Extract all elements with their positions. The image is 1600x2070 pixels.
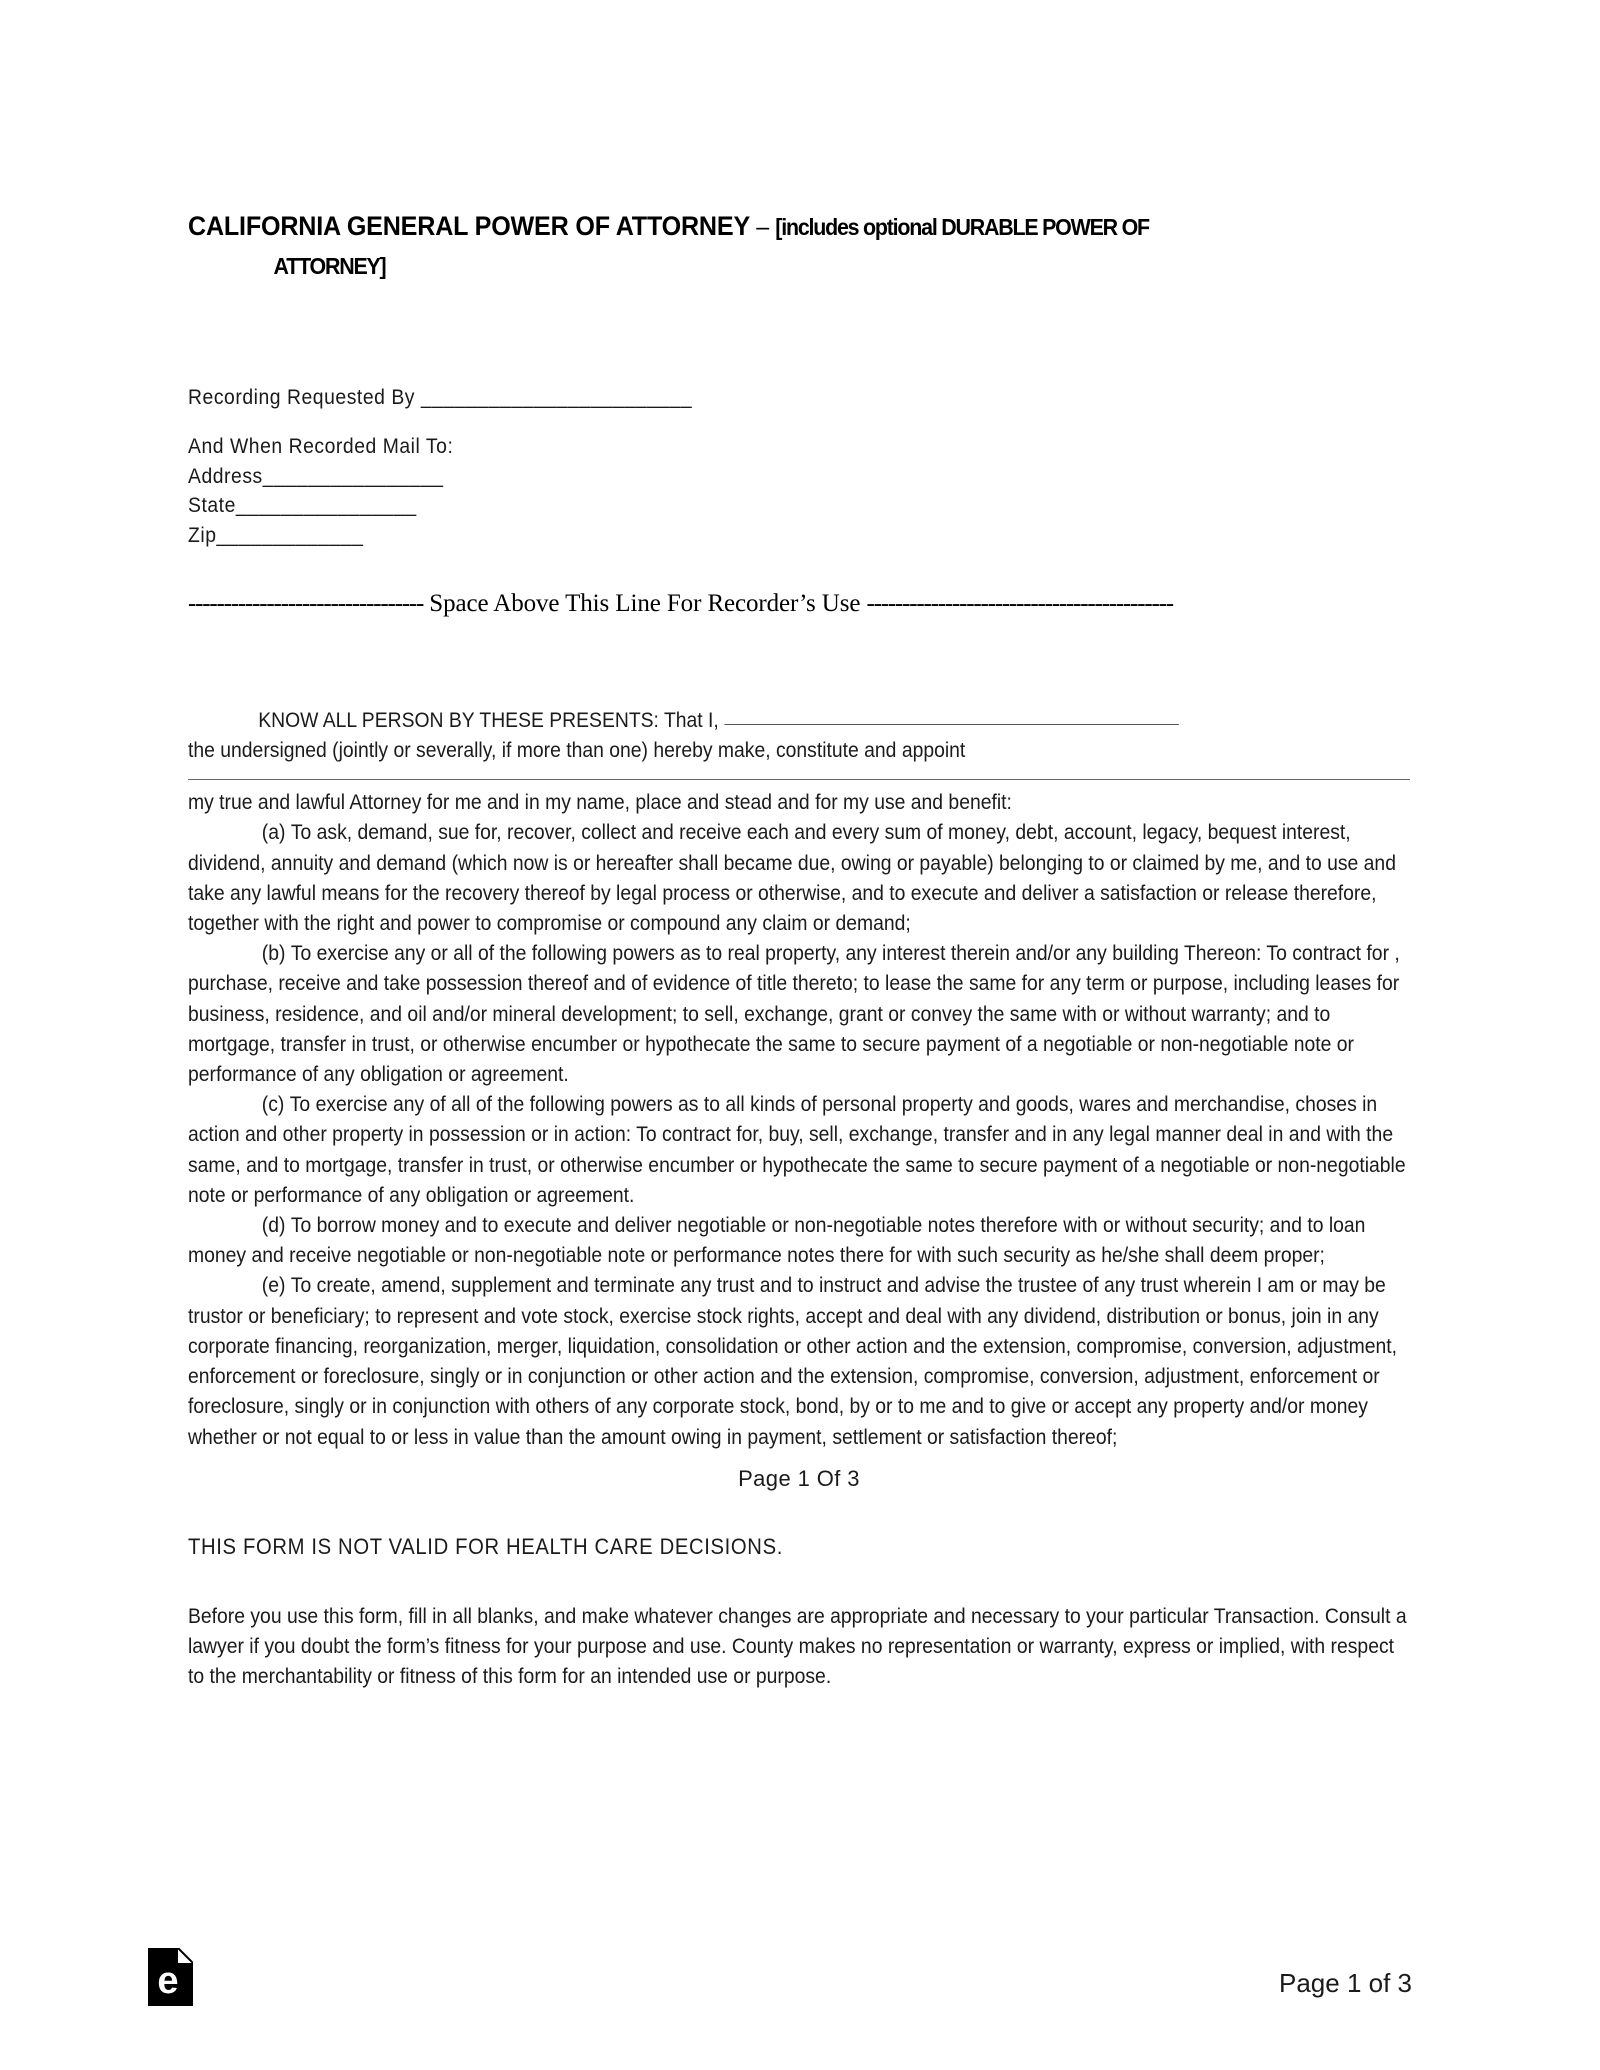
paragraph-text-a: To ask, demand, sue for, recover, collect and receive each and every sum of money, debt, account, legacy, bequest interest, dividend, annuity and demand (which now is or hereafter shall became due, owing or payable) belonging to or claimed by me, and to use and take any lawful means for the recovery thereof by legal process or otherwise, and to execute and deliver a satisfaction or release therefore, together with the right and power to compromise or compound any claim or demand; — [188, 820, 1396, 936]
paragraph-text-b: To exercise any or all of the following powers as to real property, any interest therein and/or any building Thereon: To contract for , purchase, receive and take possession thereof and of evidence of title thereto; to lease the same for any term or purpose, including leases for business, residence, and oil and/or mineral development; to sell, exchange, grant or convey the same with or without warranty; and to mortgage, transfer in trust, or otherwise encumber or hypothecate the same to secure payment of a negotiable or non-negotiable note or performance of any obligation or agreement. — [188, 941, 1400, 1087]
separator-dashes-right: ------------------------------------------- — [866, 590, 1173, 618]
zip-field: Zip_____________ — [188, 522, 364, 547]
title-bracket-line1: [includes optional DURABLE POWER OF — [775, 214, 1149, 240]
principal-name-blank[interactable] — [724, 724, 1178, 725]
attorney-name-blank[interactable] — [188, 778, 1410, 780]
paragraph-label-c: (c) — [261, 1092, 285, 1117]
page-title — [188, 0, 1410, 284]
document-content — [188, 0, 1410, 1691]
attorney-purpose-line: my true and lawful Attorney for me and in my name, place and stead and for my use and benefit: — [188, 790, 1012, 815]
power-paragraph-a — [188, 817, 1410, 938]
know-all-persons-paragraph — [188, 705, 1410, 765]
state-field: State________________ — [188, 493, 417, 518]
power-paragraph-d — [188, 1210, 1410, 1270]
address-field: Address________________ — [188, 463, 444, 488]
recording-requested-by: Recording Requested By ________________________ — [188, 384, 693, 409]
svg-text:e: e — [157, 1960, 179, 2002]
page-footer — [0, 1940, 1600, 2070]
recording-block — [188, 384, 1410, 547]
power-paragraph-e — [188, 1270, 1410, 1451]
health-care-notice: THIS FORM IS NOT VALID FOR HEALTH CARE DECISIONS. — [188, 1533, 783, 1559]
document-body — [188, 705, 1410, 1691]
paragraph-text-d: To borrow money and to execute and deliver negotiable or non-negotiable notes therefore with or without security; and to loan money and receive negotiable or non-negotiable note or performance notes there for with such security as he/she shall deem proper; — [188, 1213, 1366, 1268]
paragraph-label-d: (d) — [261, 1213, 286, 1238]
power-paragraph-c — [188, 1089, 1410, 1210]
eforms-logo-icon — [148, 1948, 193, 2006]
paragraph-label-b: (b) — [261, 941, 286, 966]
paragraph-label-e: (e) — [261, 1273, 286, 1298]
know-all-lead-text: KNOW ALL PERSON BY THESE PRESENTS: That I, — [258, 707, 725, 732]
paragraph-text-e: To create, amend, supplement and terminate any trust and to instruct and advise the trustee of any trust wherein I am or may be trustor or beneficiary; to represent and vote stock, exercise stock rights, accept and deal with any dividend, distribution or bonus, join in any corporate financing, reorganization, merger, liquidation, consolidation or other action and the extension, compromise, conversion, adjustment, enforcement or foreclosure, singly or in conjunction or other action and the extension, compromise, conversion, adjustment, enforcement or foreclosure, singly or in conjunction with others of any corporate stock, bond, by or to me and to give or accept any property and/or money whether or not equal to or less in value than the amount owing in payment, settlement or satisfaction thereof; — [188, 1273, 1397, 1449]
separator-label: Space Above This Line For Recorder’s Use — [423, 590, 867, 618]
mail-to-block — [188, 436, 1410, 546]
mail-to-heading: And When Recorded Mail To: — [188, 434, 454, 459]
footer-page-number: Page 1 of 3 — [1279, 1968, 1412, 1998]
paragraph-label-a: (a) — [261, 820, 286, 845]
paragraph-text-c: To exercise any of all of the following powers as to all kinds of personal property and goods, wares and merchandise, choses in action and other property in possession or in action: To contract for, buy, sell, exchange, transfer and in any legal manner deal in and with the same, and to mortgage, transfer in trust, or otherwise encumber or hypothecate the same to secure payment of a negotiable or non-negotiable note or performance of any obligation or agreement. — [188, 1092, 1406, 1207]
closing-disclaimer: Before you use this form, fill in all blanks, and make whatever changes are appropriate and necessary to your particular Transaction. Consult a lawyer if you doubt the form’s fitness for your purpose and use. County makes no representation or warranty, express or implied, with respect to the merchantability or fitness of this form for an intended use or purpose. — [188, 1603, 1407, 1689]
title-dash: – — [750, 213, 776, 241]
recorder-separator — [188, 590, 1410, 618]
title-bracket-line2: ATTORNEY] — [273, 252, 386, 279]
page-of-indicator: Page 1 Of 3 — [738, 1465, 860, 1491]
power-paragraph-b — [188, 938, 1410, 1089]
undersigned-text: the undersigned (jointly or severally, if more than one) hereby make, constitute and appoint — [188, 738, 966, 763]
separator-dashes-left: --------------------------------- — [188, 590, 424, 618]
title-main-text: CALIFORNIA GENERAL POWER OF ATTORNEY — [188, 211, 751, 241]
spacer — [188, 408, 1410, 436]
